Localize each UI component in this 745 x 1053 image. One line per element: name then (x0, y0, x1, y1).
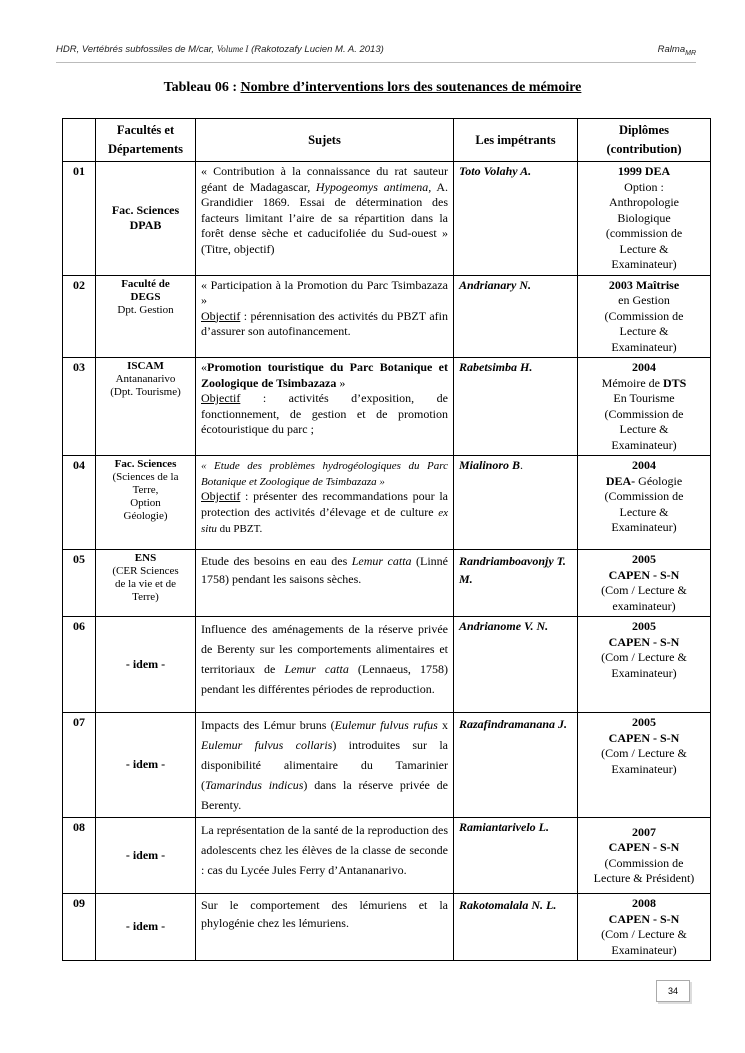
row-impetrant: Randriamboavonjy T. M. (454, 550, 578, 617)
header-left: HDR, Vertébrés subfossiles de M/car, Volume I (Rakotozafy Lucien M. A. 2013) (56, 44, 384, 55)
row-faculty: - idem - (96, 713, 196, 818)
interventions-table (62, 118, 711, 961)
row-number: 04 (63, 456, 96, 550)
row-diploma: 2004 Mémoire de DTS En Tourisme (Commission de Lecture & Examinateur) (578, 358, 711, 456)
row-impetrant: Mialinoro B. (454, 456, 578, 550)
row-diploma: 2007 CAPEN - S-N (Commission de Lecture & Président) (578, 818, 711, 894)
row-subject: La représentation de la santé de la reproduction des adolescents chez les élèves de la classe de seconde : cas du Lycée Jules Ferry d’Antananarivo. (196, 818, 454, 894)
row-subject: «Promotion touristique du Parc Botanique et Zoologique de Tsimbazaza » Objectif : activités d’exposition, de fonctionnement, de gestion et de promotion écotouristique du parc ; (196, 358, 454, 456)
table-row (63, 358, 711, 456)
row-diploma: 2003 Maîtrise en Gestion (Commission de Lecture & Examinateur) (578, 275, 711, 358)
row-diploma: 2005 CAPEN - S-N (Com / Lecture & examinateur) (578, 550, 711, 617)
row-number: 02 (63, 275, 96, 358)
row-subject: « Contribution à la connaissance du rat sauteur géant de Madagascar, Hypogeomys antimena, A. Grandidier 1869. Essai de détermination des facteurs limitant l’aire de sa répartition dans la forêt dense sèche et caducifoliée du Sud-ouest » (Titre, objectif) (196, 162, 454, 276)
row-faculty: Faculté de DEGS Dpt. Gestion (96, 275, 196, 358)
row-number: 08 (63, 818, 96, 894)
row-diploma: 2008 CAPEN - S-N (Com / Lecture & Examinateur) (578, 894, 711, 961)
row-impetrant: Toto Volahy A. (454, 162, 578, 276)
row-impetrant: Andrianary N. (454, 275, 578, 358)
row-diploma: 2005 CAPEN - S-N (Com / Lecture & Examinateur) (578, 617, 711, 713)
header-divider (56, 62, 696, 63)
row-number: 09 (63, 894, 96, 961)
row-diploma: 2004 DEA- Géologie (Commission de Lecture & Examinateur) (578, 456, 711, 550)
row-number: 03 (63, 358, 96, 456)
row-impetrant: Ramiantarivelo L. (454, 818, 578, 894)
row-subject: Sur le comportement des lémuriens et la phylogénie chez les lémuriens. (196, 894, 454, 961)
table-row (63, 162, 711, 276)
row-number: 05 (63, 550, 96, 617)
row-faculty: - idem - (96, 818, 196, 894)
col-num-header (63, 119, 96, 162)
row-faculty: Fac. Sciences (Sciences de la Terre, Option Géologie) (96, 456, 196, 550)
row-impetrant: Razafindramanana J. (454, 713, 578, 818)
row-faculty: ENS (CER Sciences de la vie et de Terre) (96, 550, 196, 617)
row-subject: Impacts des Lémur bruns (Eulemur fulvus rufus x Eulemur fulvus collaris) introduites sur la disponibilité alimentaire du Tamarinier (Tamarindus indicus) dans la réserve privée de Berenty. (196, 713, 454, 818)
row-faculty: - idem - (96, 617, 196, 713)
table-row (63, 713, 711, 818)
row-impetrant: Rabetsimba H. (454, 358, 578, 456)
row-number: 01 (63, 162, 96, 276)
row-subject: Influence des aménagements de la réserve privée de Berenty sur les comportements alimentaires et territoriaux de Lemur catta (Lennaeus, 1758) pendant les différentes périodes de reproduction. (196, 617, 454, 713)
table-row (63, 456, 711, 550)
row-impetrant: Andrianome V. N. (454, 617, 578, 713)
table-row (63, 275, 711, 358)
row-faculty: ISCAM Antananarivo (Dpt. Tourisme) (96, 358, 196, 456)
row-impetrant: Rakotomalala N. L. (454, 894, 578, 961)
row-diploma: 1999 DEA Option : Anthropologie Biologique (commission de Lecture & Examinateur) (578, 162, 711, 276)
table-header-row (63, 119, 711, 162)
table-row (63, 818, 711, 894)
col-impetrants-header: Les impétrants (454, 119, 578, 162)
header-right: Ralma$_{MR}$ (657, 44, 696, 57)
running-header (56, 44, 696, 55)
table-row (63, 894, 711, 961)
page-number: 34 (656, 980, 690, 1002)
row-subject: Etude des besoins en eau des Lemur catta (Linné 1758) pendant les saisons sèches. (196, 550, 454, 617)
col-fac-header: Facultés et Départements (96, 119, 196, 162)
table-row (63, 617, 711, 713)
row-subject: « Participation à la Promotion du Parc Tsimbazaza » Objectif : pérennisation des activités du PBZT afin d’assurer son autofinancement. (196, 275, 454, 358)
col-sujets-header: Sujets (196, 119, 454, 162)
row-diploma: 2005 CAPEN - S-N (Com / Lecture & Examinateur) (578, 713, 711, 818)
row-number: 07 (63, 713, 96, 818)
col-diplomes-header: Diplômes (contribution) (578, 119, 711, 162)
row-subject: « Etude des problèmes hydrogéologiques du Parc Botanique et Zoologique de Tsimbazaza » Objectif : présenter des recommandations pour la protection des activités d’élevage et de culture ex situ du PBZT. (196, 456, 454, 550)
row-faculty: Fac. Sciences DPAB (96, 162, 196, 276)
row-number: 06 (63, 617, 96, 713)
row-faculty: - idem - (96, 894, 196, 961)
table-row (63, 550, 711, 617)
table-caption: Tableau 06 : Nombre d’interventions lors des soutenances de mémoire (163, 80, 582, 95)
